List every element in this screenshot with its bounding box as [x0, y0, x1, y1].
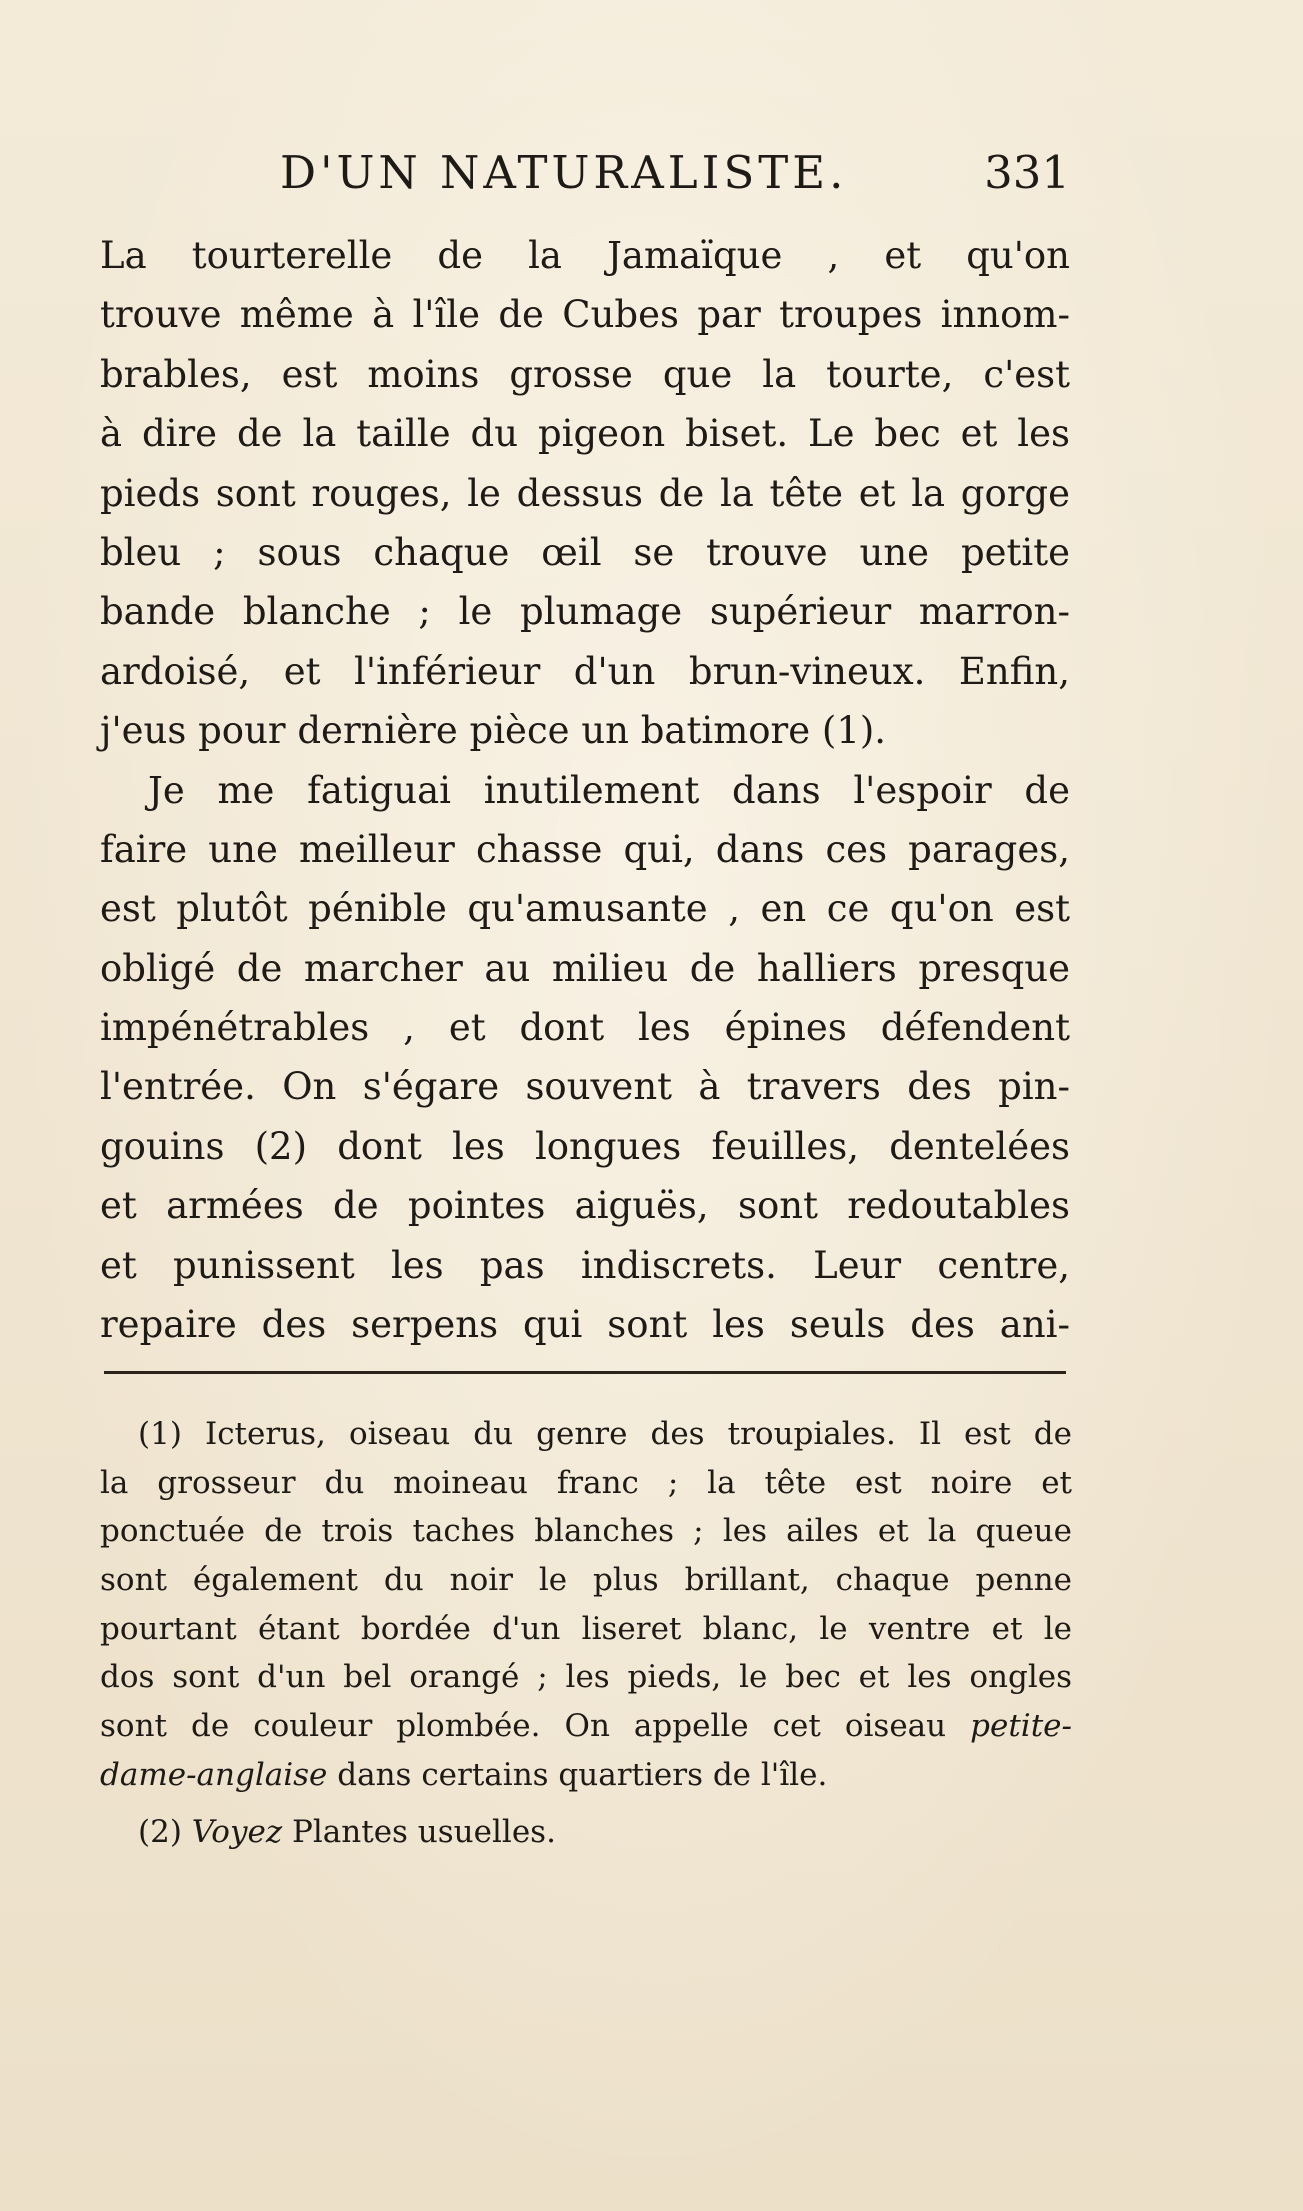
running-title: D'UN NATURALISTE.: [280, 146, 848, 199]
text-line: l'entrée. On s'égare souvent à travers des pin-: [100, 1065, 1070, 1109]
page-number: 331: [984, 146, 1070, 199]
footnote-line: [100, 1808, 1072, 1857]
text-line: et punissent les pas indiscrets. Leur centre,: [100, 1243, 1070, 1287]
text-line: impénétrables , et dont les épines défendent: [100, 1006, 1070, 1050]
text-line: Je me fatiguai inutilement dans l'espoir de: [148, 768, 1070, 812]
page-header: [100, 148, 1080, 198]
footnote-line: dos sont d'un bel orangé ; les pieds, le bec et les ongles: [100, 1659, 1072, 1696]
footnote-italic: dame-anglaise: [100, 1756, 328, 1793]
text-line: faire une meilleur chasse qui, dans ces parages,: [100, 827, 1070, 871]
text-line: bande blanche ; le plumage supérieur marron-: [100, 590, 1070, 634]
footnote-text: dans certains quartiers de l'île.: [327, 1756, 828, 1793]
text-line: La tourterelle de la Jamaïque , et qu'on: [100, 234, 1070, 277]
footnote-italic: petite-: [970, 1708, 1072, 1745]
footnote-marker: (2): [138, 1813, 192, 1850]
footnote-line: la grosseur du moineau franc ; la tête est noire et: [100, 1464, 1072, 1501]
text-line: et armées de pointes aiguës, sont redoutables: [100, 1184, 1070, 1228]
main-text: [100, 226, 1070, 1354]
footnote-text: Plantes usuelles.: [282, 1813, 556, 1850]
footnotes: [100, 1410, 1072, 1856]
text-line: pieds sont rouges, le dessus de la tête et la gorge: [100, 471, 1070, 515]
text-line: bleu ; sous chaque œil se trouve une petite: [100, 530, 1070, 574]
text-line: repaire des serpens qui sont les seuls des ani-: [100, 1303, 1070, 1347]
footnote-line: sont également du noir le plus brillant, chaque penne: [100, 1562, 1072, 1599]
text-line: est plutôt pénible qu'amusante , en ce qu'on est: [100, 887, 1070, 931]
text-line: ardoisé, et l'inférieur d'un brun-vineux. Enfin,: [100, 649, 1070, 693]
text-line: obligé de marcher au milieu de halliers presque: [100, 946, 1070, 990]
text-line: brables, est moins grosse que la tourte, c'est: [100, 352, 1070, 396]
footnote-line: [100, 1702, 1072, 1751]
footnote-line: [100, 1751, 1072, 1800]
footnote-divider: [104, 1371, 1066, 1374]
text-line: à dire de la taille du pigeon biset. Le bec et les: [100, 412, 1070, 456]
footnote-line: ponctuée de trois taches blanches ; les ailes et la queue: [100, 1513, 1072, 1550]
footnote-line: (1) Icterus, oiseau du genre des troupiales. Il est de: [138, 1416, 1072, 1452]
footnote-italic: Voyez: [191, 1813, 283, 1850]
footnote-text: sont de couleur plombée. On appelle cet oiseau: [100, 1708, 971, 1745]
text-line: gouins (2) dont les longues feuilles, dentelées: [100, 1124, 1070, 1168]
footnote-line: pourtant étant bordée d'un liseret blanc, le ventre et le: [100, 1610, 1072, 1647]
text-line: trouve même à l'île de Cubes par troupes innom-: [100, 293, 1070, 337]
text-line: j'eus pour dernière pièce un batimore (1).: [100, 709, 887, 753]
